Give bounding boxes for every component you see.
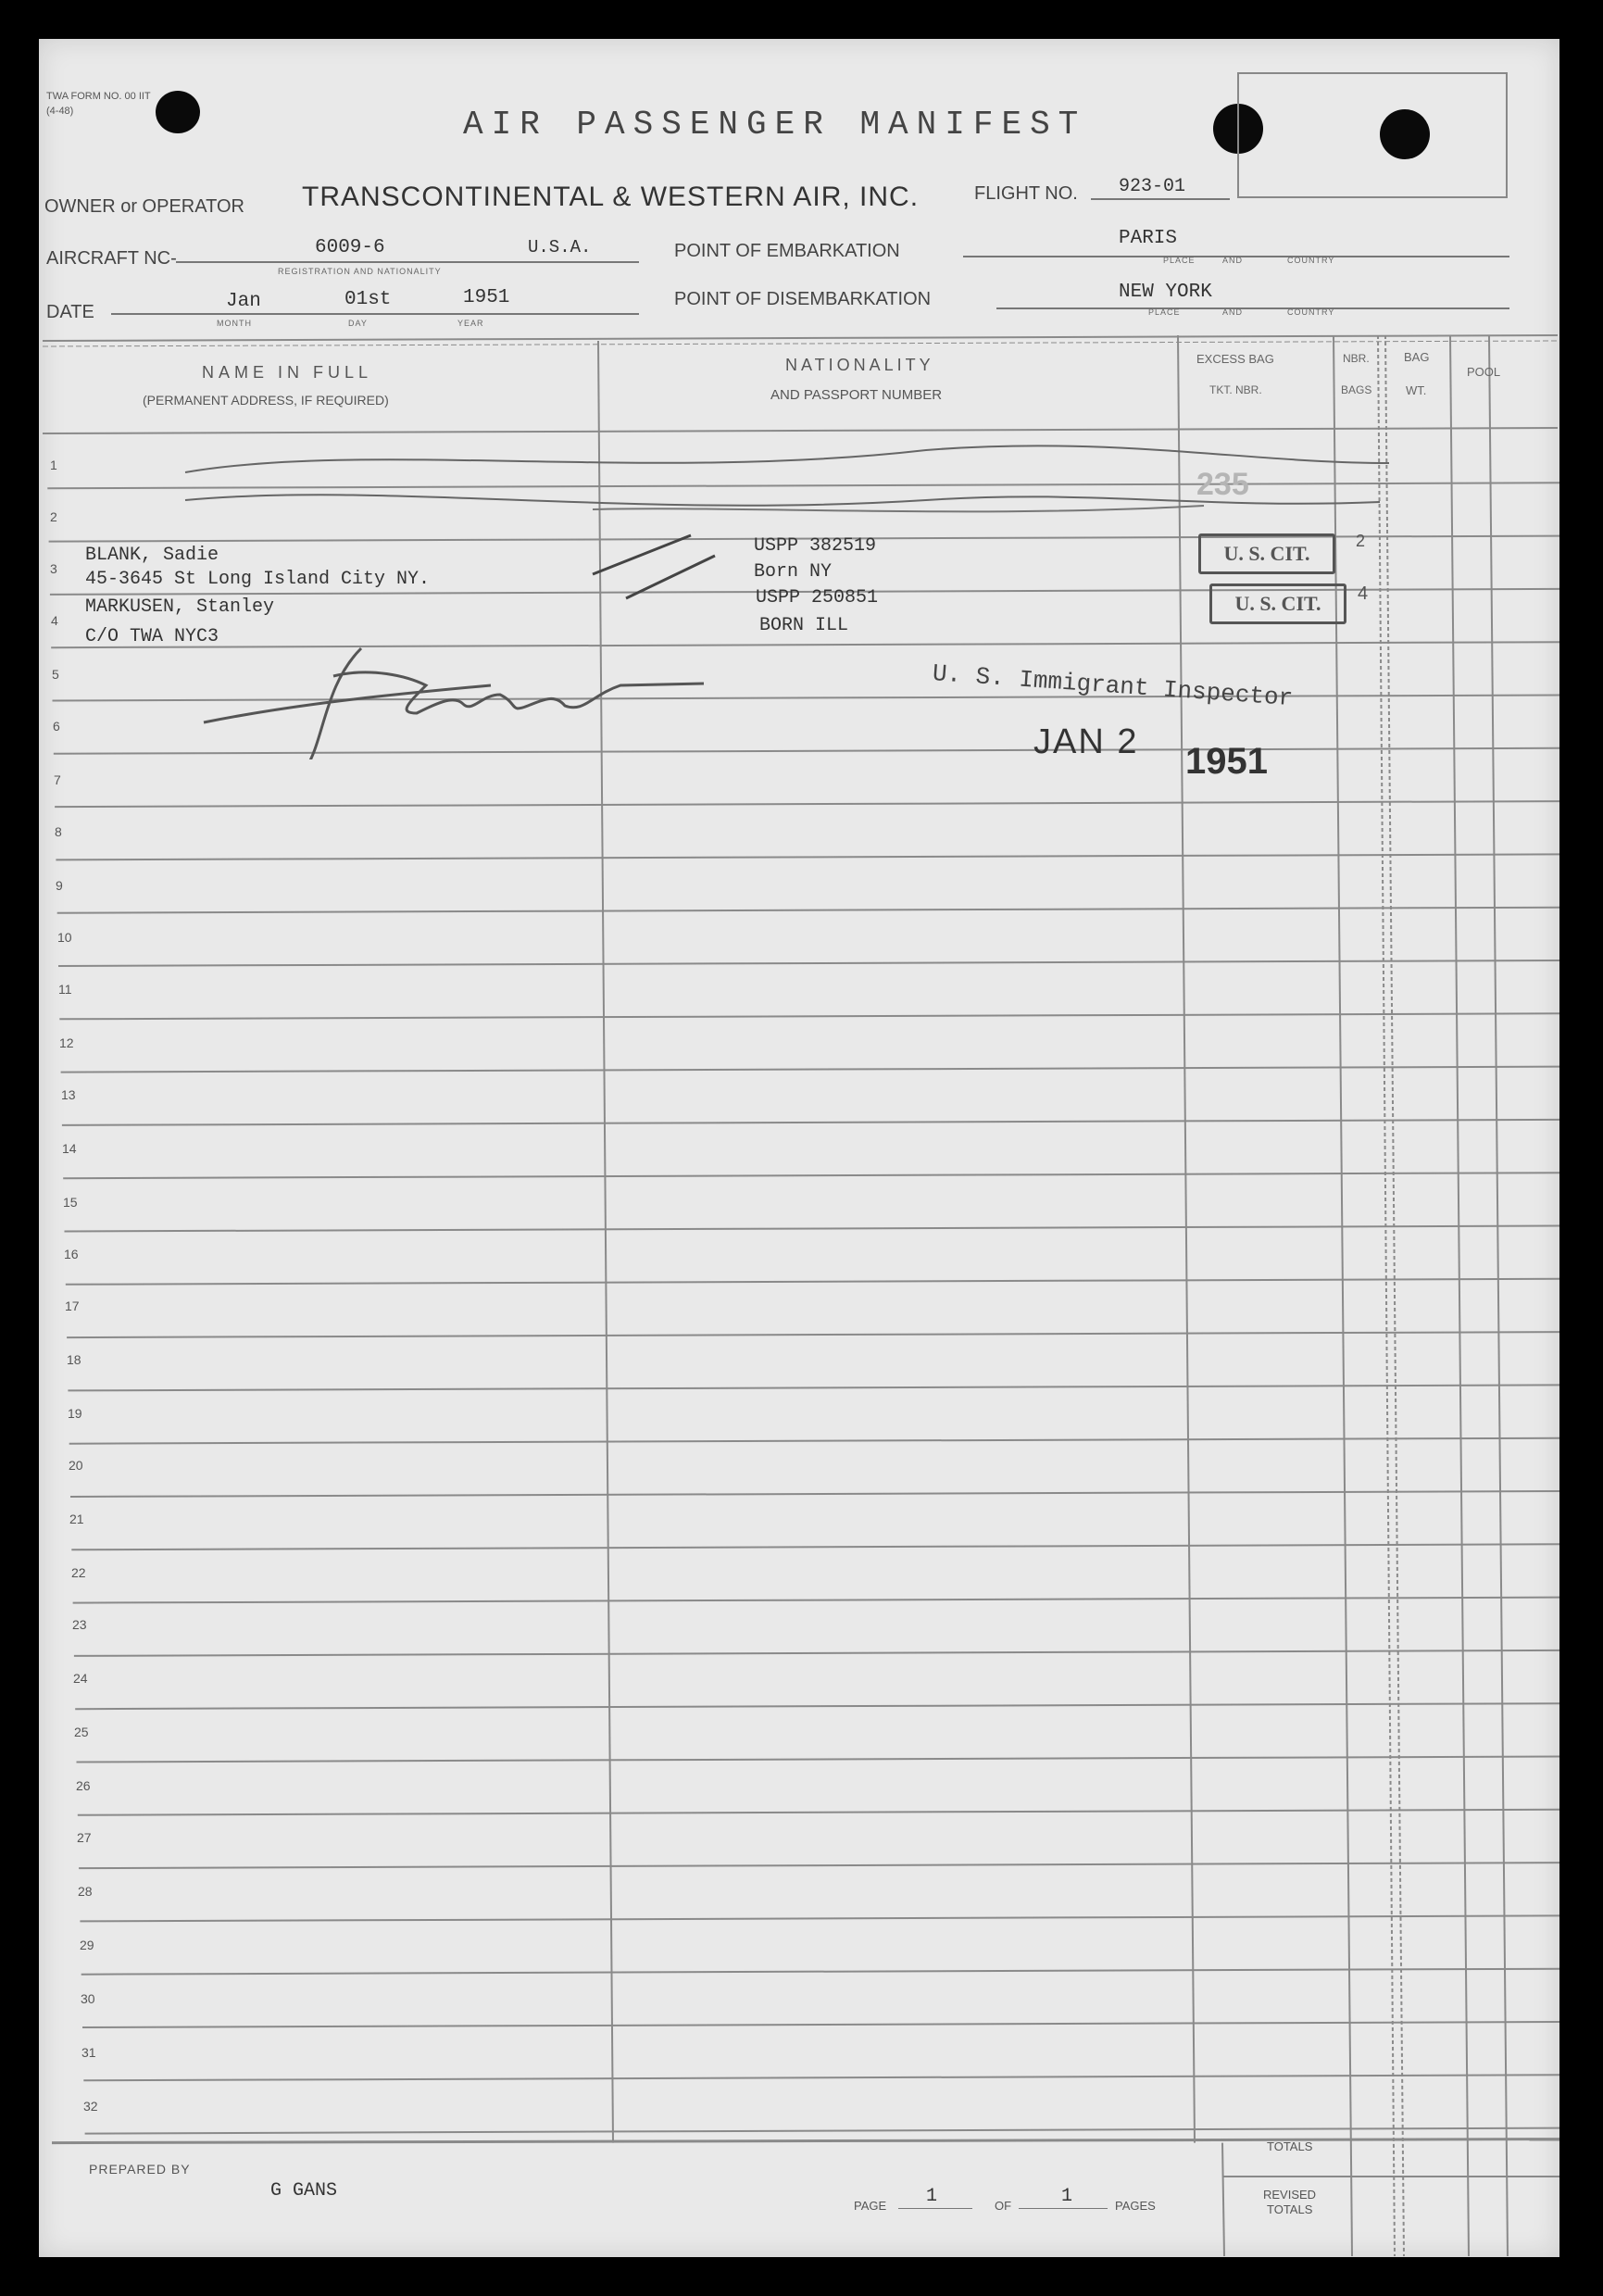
header-nationality: NATIONALITY <box>785 356 934 374</box>
page-number: 1 <box>926 2186 938 2207</box>
grid-line <box>57 908 1559 913</box>
day-caption: DAY <box>348 319 368 328</box>
grid-line <box>1222 2143 1224 2256</box>
row-number: 19 <box>68 1406 82 1421</box>
header-bag-wt-top: BAG <box>1404 350 1430 364</box>
grid-line <box>74 1650 1559 1656</box>
grid-line <box>63 1173 1559 1178</box>
of-label: OF <box>995 2199 1012 2213</box>
prepared-by-value: G GANS <box>270 2180 338 2202</box>
grid-line <box>59 1013 1559 1019</box>
passenger-1-passport: USPP 382519 <box>754 535 877 557</box>
row2-number: 235 <box>1196 467 1249 502</box>
row-number: 24 <box>73 1671 88 1686</box>
grid-line <box>81 1969 1559 1975</box>
pages-label: PAGES <box>1115 2199 1156 2213</box>
row-number: 25 <box>74 1725 89 1739</box>
grid-line <box>66 1279 1559 1285</box>
row-number: 6 <box>53 719 60 734</box>
embarkation-value: PARIS <box>1119 228 1178 249</box>
header-nationality-sub: AND PASSPORT NUMBER <box>770 387 943 403</box>
row-number: 11 <box>58 982 72 997</box>
grid-line <box>61 1067 1559 1073</box>
date-month: Jan <box>226 291 261 312</box>
embark-country-caption: COUNTRY <box>1287 256 1335 265</box>
owner-name: TRANSCONTINENTAL & WESTERN AIR, INC. <box>302 182 920 212</box>
grid-line <box>55 801 1559 807</box>
grid-line <box>75 1703 1559 1709</box>
grid-line <box>69 1438 1559 1444</box>
grid-line <box>79 1863 1559 1868</box>
row-number: 14 <box>62 1141 77 1156</box>
header-nbr-bags-top: NBR. <box>1343 352 1370 365</box>
flight-label: FLIGHT NO. <box>974 183 1078 204</box>
passenger-2-status-stamp: U. S. CIT. <box>1209 583 1346 624</box>
year-caption: YEAR <box>457 319 484 328</box>
grid-line <box>62 1120 1559 1125</box>
row-number: 27 <box>77 1830 92 1845</box>
header-bag-wt-bottom: WT. <box>1406 383 1427 397</box>
page-title: AIR PASSENGER MANIFEST <box>463 106 1087 144</box>
passenger-1-birth: Born NY <box>754 561 833 583</box>
immigration-stamp-date: JAN 2 <box>1033 722 1139 761</box>
header-excess-bag-sub: TKT. NBR. <box>1209 383 1262 396</box>
row-number: 4 <box>51 613 58 628</box>
row-number: 32 <box>83 2099 98 2114</box>
grid-line <box>52 2139 1559 2143</box>
row-number: 26 <box>76 1778 91 1793</box>
grid-line <box>1450 335 1469 2256</box>
disembarkation-label: POINT OF DISEMBARKATION <box>674 289 932 309</box>
row-number: 28 <box>78 1884 93 1899</box>
grid-line <box>43 341 1558 346</box>
row-number: 3 <box>50 561 57 576</box>
grid-line <box>598 341 613 2143</box>
header-excess-bag: EXCESS BAG <box>1196 352 1274 366</box>
header-pool: POOL <box>1467 365 1501 379</box>
row-number: 1 <box>50 458 57 472</box>
passenger-2-passport: USPP 250851 <box>756 587 879 609</box>
row-number: 20 <box>69 1458 83 1473</box>
immigration-stamp-year: 1951 <box>1185 741 1268 782</box>
grid-line <box>47 483 1559 488</box>
grid-line <box>67 1332 1559 1337</box>
row-number: 18 <box>67 1352 81 1367</box>
aircraft-number: 6009-6 <box>315 237 385 258</box>
passenger-2-bags: 4 <box>1358 583 1369 604</box>
aircraft-caption: REGISTRATION AND NATIONALITY <box>278 267 442 276</box>
grid-line <box>71 1544 1559 1549</box>
row-number: 2 <box>50 509 57 524</box>
row-number: 29 <box>80 1938 94 1952</box>
row-number: 10 <box>57 930 72 945</box>
row-number: 30 <box>81 1991 95 2006</box>
grid-line <box>1385 335 1404 2256</box>
row-number: 8 <box>55 824 62 839</box>
row-number: 15 <box>63 1195 78 1210</box>
grid-line <box>1178 335 1195 2143</box>
immigration-stamp-text: U. S. Immigrant Inspector <box>931 659 1295 713</box>
row-number: 17 <box>65 1299 80 1313</box>
passenger-1-name: BLANK, Sadie <box>85 545 219 566</box>
total-pages: 1 <box>1061 2186 1073 2207</box>
passenger-1-status-stamp: U. S. CIT. <box>1198 533 1335 574</box>
totals-label: TOTALS <box>1267 2139 1313 2153</box>
form-sub: (4-48) <box>46 106 74 117</box>
header-nbr-bags-bottom: BAGS <box>1341 383 1372 396</box>
date-year: 1951 <box>463 287 510 308</box>
flight-number: 923-01 <box>1119 176 1186 197</box>
row-number: 31 <box>81 2045 96 2060</box>
form-code: TWA FORM NO. 00 IIT <box>46 91 151 102</box>
grid-line <box>43 335 1558 341</box>
header-name: NAME IN FULL <box>202 363 373 382</box>
grid-line <box>68 1385 1559 1390</box>
grid-line <box>70 1491 1559 1497</box>
disembark-place-caption: PLACE <box>1148 307 1181 317</box>
passenger-1-bags: 2 <box>1356 532 1366 550</box>
embark-and-caption: AND <box>1222 256 1244 265</box>
grid-line <box>1489 335 1508 2256</box>
passenger-2-birth: BORN ILL <box>759 615 849 636</box>
date-day: 01st <box>344 289 392 310</box>
aircraft-country: U.S.A. <box>528 237 592 257</box>
row-number: 12 <box>59 1035 74 1050</box>
embarkation-label: POINT OF EMBARKATION <box>674 241 900 261</box>
row-number: 13 <box>61 1087 76 1102</box>
grid-line <box>65 1226 1560 1232</box>
grid-line <box>85 2128 1559 2134</box>
disembark-and-caption: AND <box>1222 307 1244 317</box>
page-underline <box>898 2208 972 2209</box>
row-number: 21 <box>69 1512 84 1526</box>
grid-line <box>83 2075 1559 2080</box>
grid-line <box>43 428 1558 433</box>
grid-line <box>82 2022 1559 2027</box>
header-name-sub: (PERMANENT ADDRESS, IF REQUIRED) <box>143 393 389 408</box>
grid-line <box>77 1757 1560 1763</box>
grid-line <box>58 960 1559 966</box>
page-label: PAGE <box>854 2199 887 2213</box>
row-number: 5 <box>52 667 59 682</box>
month-caption: MONTH <box>217 319 252 328</box>
prepared-by-label: PREPARED BY <box>89 2162 191 2177</box>
row-number: 16 <box>64 1247 79 1261</box>
revised-label: REVISED <box>1263 2188 1317 2202</box>
disembark-country-caption: COUNTRY <box>1287 307 1335 317</box>
grid-line <box>78 1810 1559 1815</box>
grid-line <box>73 1598 1559 1603</box>
owner-label: OWNER or OPERATOR <box>44 196 244 217</box>
passenger-2-address: C/O TWA NYC3 <box>85 626 219 647</box>
of-underline <box>1019 2208 1108 2209</box>
disembarkation-value: NEW YORK <box>1119 282 1212 303</box>
passenger-1-address: 45-3645 St Long Island City NY. <box>85 569 431 590</box>
grid-line <box>80 1915 1559 1921</box>
passenger-2-name: MARKUSEN, Stanley <box>85 596 275 618</box>
grid-line <box>1378 335 1395 2256</box>
row-number: 9 <box>56 878 63 893</box>
embark-place-caption: PLACE <box>1163 256 1196 265</box>
row-number: 7 <box>54 772 61 787</box>
grid-line <box>56 854 1559 859</box>
inspector-signature <box>185 630 833 759</box>
date-label: DATE <box>46 302 94 322</box>
row-number: 23 <box>72 1617 87 1632</box>
revised-totals-label: TOTALS <box>1267 2202 1313 2216</box>
row-number: 22 <box>71 1565 86 1580</box>
aircraft-label: AIRCRAFT NC- <box>46 248 177 269</box>
